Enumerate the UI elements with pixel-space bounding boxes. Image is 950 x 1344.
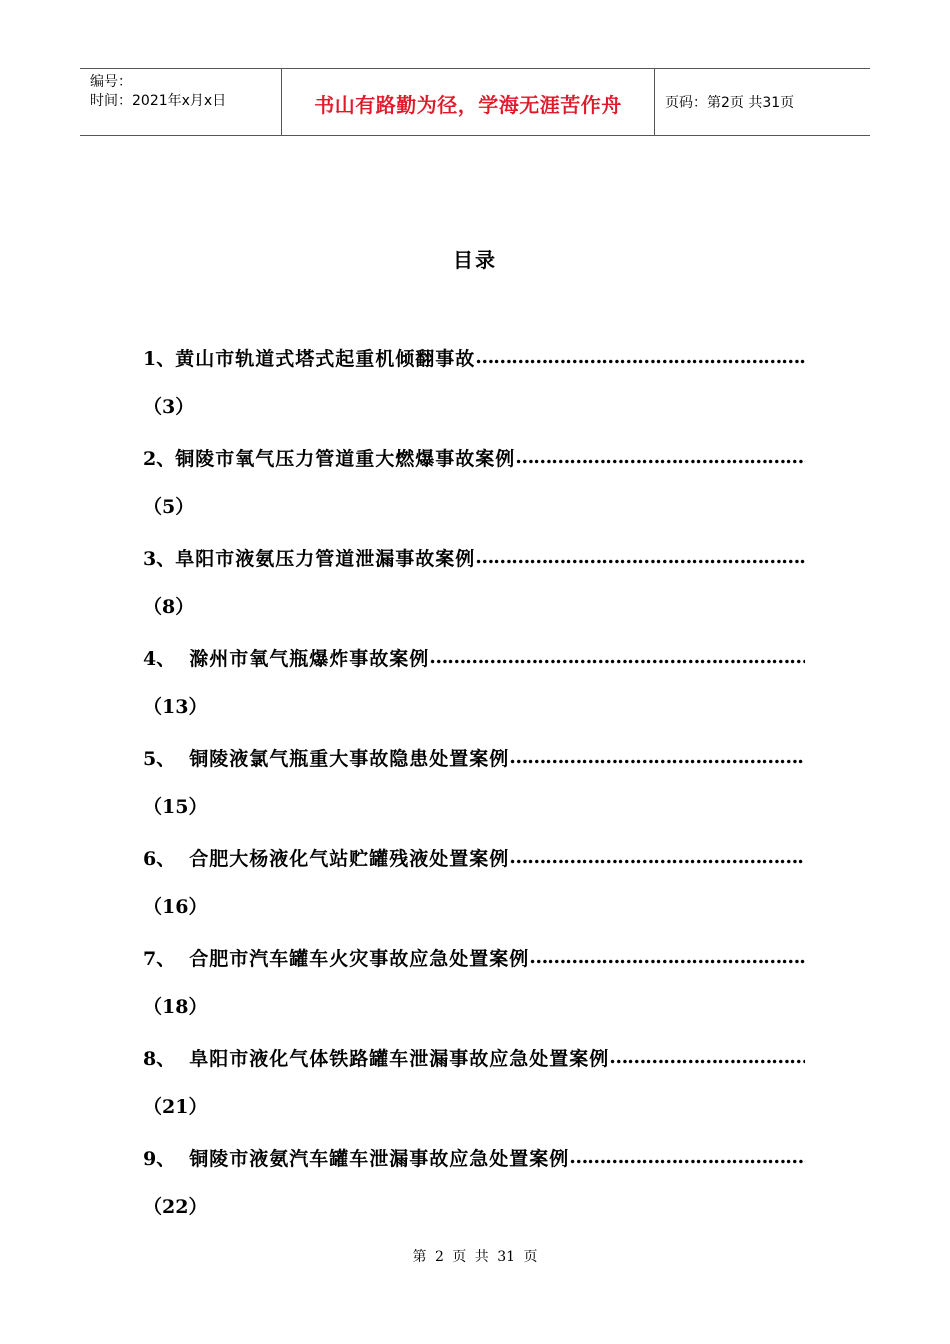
toc-entry-8[interactable] [143,1040,805,1140]
toc-entry-title: 阜阳市液化气体铁路罐车泄漏事故应急处置案例 [189,1047,610,1070]
toc-entry-line [143,840,805,874]
toc-entry-6[interactable] [143,840,805,940]
toc-entry-line [143,540,805,574]
toc-leader-dots [475,346,805,368]
header-motto: 书山有路勤为径，学海无涯苦作舟 [314,92,622,117]
toc-entry-title: 阜阳市液氨压力管道泄漏事故案例 [175,547,476,570]
toc-entry-line [143,940,805,974]
toc-leader-dots [429,646,805,668]
document-title: 目录 [453,248,497,272]
header-page-info: 页码：第2页 共31页 [665,95,795,111]
toc-entry-page: （3） [143,396,195,418]
toc-leader-dots [569,1146,805,1168]
toc-entry-9[interactable] [143,1140,805,1240]
header-page-info-cell [655,69,870,135]
toc-leader-dots [475,546,805,568]
header-motto-cell [282,69,655,135]
toc-entry-number: 2、 [143,447,176,470]
toc-entry-line [143,1040,805,1074]
toc-leader-dots [529,946,805,968]
toc-leader-dots [609,1046,805,1068]
toc-leader-dots [509,746,805,768]
toc-entry-number: 3、 [143,547,176,570]
toc-entry-3[interactable] [143,540,805,640]
toc-entry-4[interactable] [143,640,805,740]
toc-entry-number: 9、 [143,1147,176,1170]
toc-entry-line [143,440,805,474]
toc-leader-dots [515,446,805,468]
toc-entry-page: （8） [143,596,195,618]
toc-entry-title: 黄山市轨道式塔式起重机倾翻事故 [175,347,476,370]
toc-entry-page: （13） [143,696,208,718]
toc-entry-page: （21） [143,1096,208,1118]
toc-entry-page: （5） [143,496,195,518]
header-time-label: 时间：2021年x月x日 [90,93,227,109]
toc-entry-number: 7、 [143,947,176,970]
toc-entry-line [143,1140,805,1174]
toc-entry-page: （16） [143,896,208,918]
toc-entry-line [143,640,805,674]
page-header [80,68,870,136]
toc-entry-title: 铜陵液氯气瓶重大事故隐患处置案例 [189,747,510,770]
toc-entry-7[interactable] [143,940,805,1040]
toc-entry-title: 滁州市氧气瓶爆炸事故案例 [189,647,430,670]
toc-entry-number: 8、 [143,1047,176,1070]
page-footer: 第 2 页 共 31 页 [412,1249,538,1265]
toc-entry-2[interactable] [143,440,805,540]
toc-entry-line [143,740,805,774]
toc-entry-title: 铜陵市液氨汽车罐车泄漏事故应急处置案例 [189,1147,570,1170]
toc-entry-title: 合肥市汽车罐车火灾事故应急处置案例 [189,947,530,970]
table-of-contents [143,340,805,1240]
toc-entry-title: 合肥大杨液化气站贮罐残液处置案例 [189,847,510,870]
toc-entry-page: （22） [143,1196,208,1218]
toc-entry-line [143,340,805,374]
toc-entry-number: 1、 [143,347,176,370]
toc-entry-number: 5、 [143,747,176,770]
toc-entry-number: 4、 [143,647,176,670]
toc-entry-1[interactable] [143,340,805,440]
toc-entry-5[interactable] [143,740,805,840]
toc-entry-title: 铜陵市氧气压力管道重大燃爆事故案例 [175,447,516,470]
toc-entry-page: （15） [143,796,208,818]
toc-entry-page: （18） [143,996,208,1018]
header-number-label: 编号： [90,74,132,90]
toc-entry-number: 6、 [143,847,176,870]
toc-leader-dots [509,846,805,868]
header-meta [80,69,282,135]
